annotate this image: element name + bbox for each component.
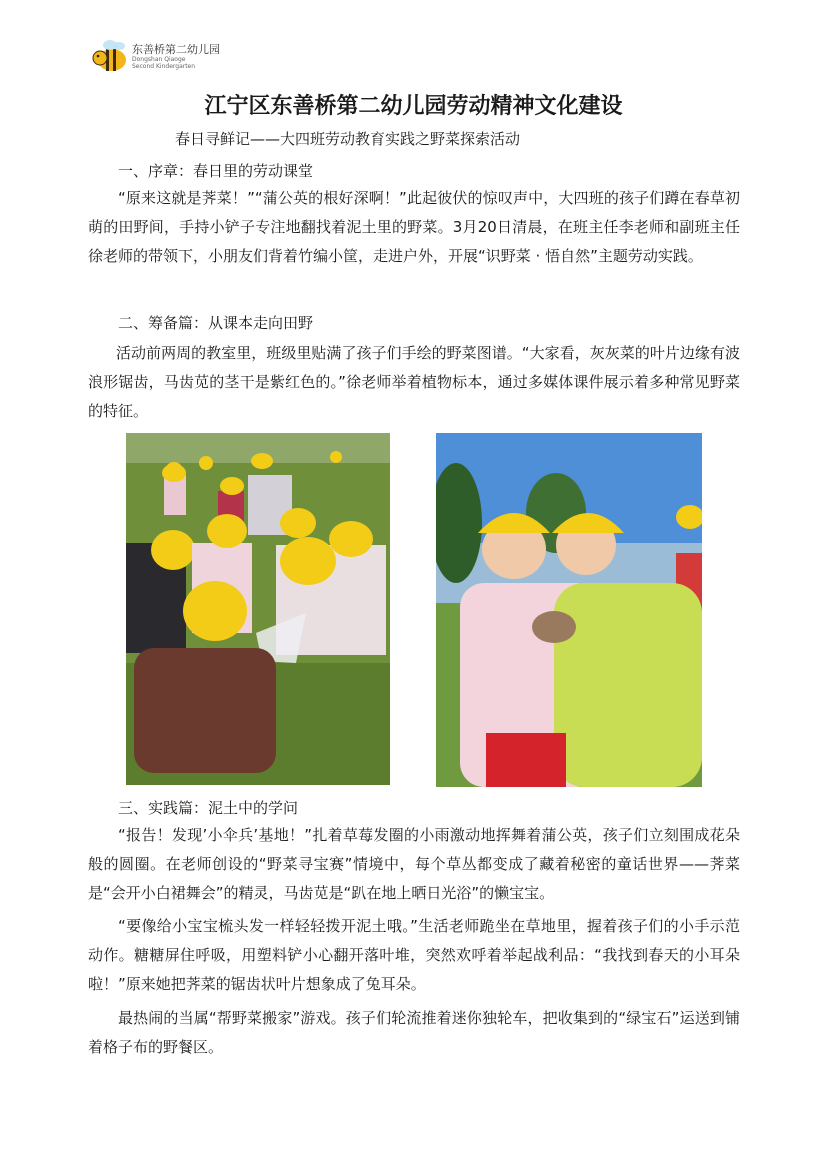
paragraph-practice-2: “要像给小宝宝梳头发一样轻轻拨开泥土哦。”生活老师跪坐在草地里，握着孩子们的小手示范动作。糖糖屏住呼吸，用塑料铲小心翻开落叶堆，突然欢呼着举起战利品：“我找到春天的小耳朵啦！”原来她把荠菜的锯齿状叶片想象成了兔耳朵。 (88, 917, 740, 993)
page-title: 江宁区东善桥第二幼儿园劳动精神文化建设 (204, 93, 623, 119)
photo-children-picking (126, 433, 390, 785)
section-heading-prelude: 一、序章：春日里的劳动课堂 (118, 162, 314, 180)
page-subtitle: 春日寻鲜记——大四班劳动教育实践之野菜探索活动 (175, 130, 521, 148)
paragraph-preparation: 活动前两周的教室里，班级里贴满了孩子们手绘的野菜图谱。“大家看，灰灰菜的叶片边缘有波浪形锯齿，马齿苋的茎干是紫红色的。”徐老师举着植物标本，通过多媒体课件展示着多种常见野菜的特征。 (88, 344, 740, 420)
photo-girls-with-vegetable (436, 433, 702, 787)
paragraph-prelude: “原来这就是荠菜！”“蒲公英的根好深啊！”此起彼伏的惊叹声中，大四班的孩子们蹲在春草初萌的田野间，手持小铲子专注地翻找着泥土里的野菜。3月20日清晨，在班主任李老师和副班主任徐老师的带领下，小朋友们背着竹编小筐，走进户外，开展“识野菜 · 悟自然”主题劳动实践。 (88, 189, 740, 265)
section-heading-preparation: 二、筹备篇：从课本走向田野 (118, 314, 314, 332)
section-heading-practice: 三、实践篇：泥土中的学问 (118, 799, 299, 817)
logo-subtitle: Dongshan Qiaoge Second Kindergarten (132, 56, 196, 70)
paragraph-practice-1: “报告！发现’小伞兵’基地！”扎着草莓发圈的小雨激动地挥舞着蒲公英，孩子们立刻围成花朵般的圆圈。在老师创设的“野菜寻宝赛”情境中，每个草丛都变成了藏着秘密的童话世界——荠菜是“会开小白裙舞会”的精灵，马齿苋是“趴在地上晒日光浴”的懒宝宝。 (88, 826, 740, 902)
logo-name: 东善桥第二幼儿园 (132, 43, 220, 56)
paragraph-practice-3: 最热闹的当属“帮野菜搬家”游戏。孩子们轮流推着迷你独轮车，把收集到的“绿宝石”运送到铺着格子布的野餐区。 (88, 1009, 740, 1056)
bee-icon (90, 36, 132, 76)
